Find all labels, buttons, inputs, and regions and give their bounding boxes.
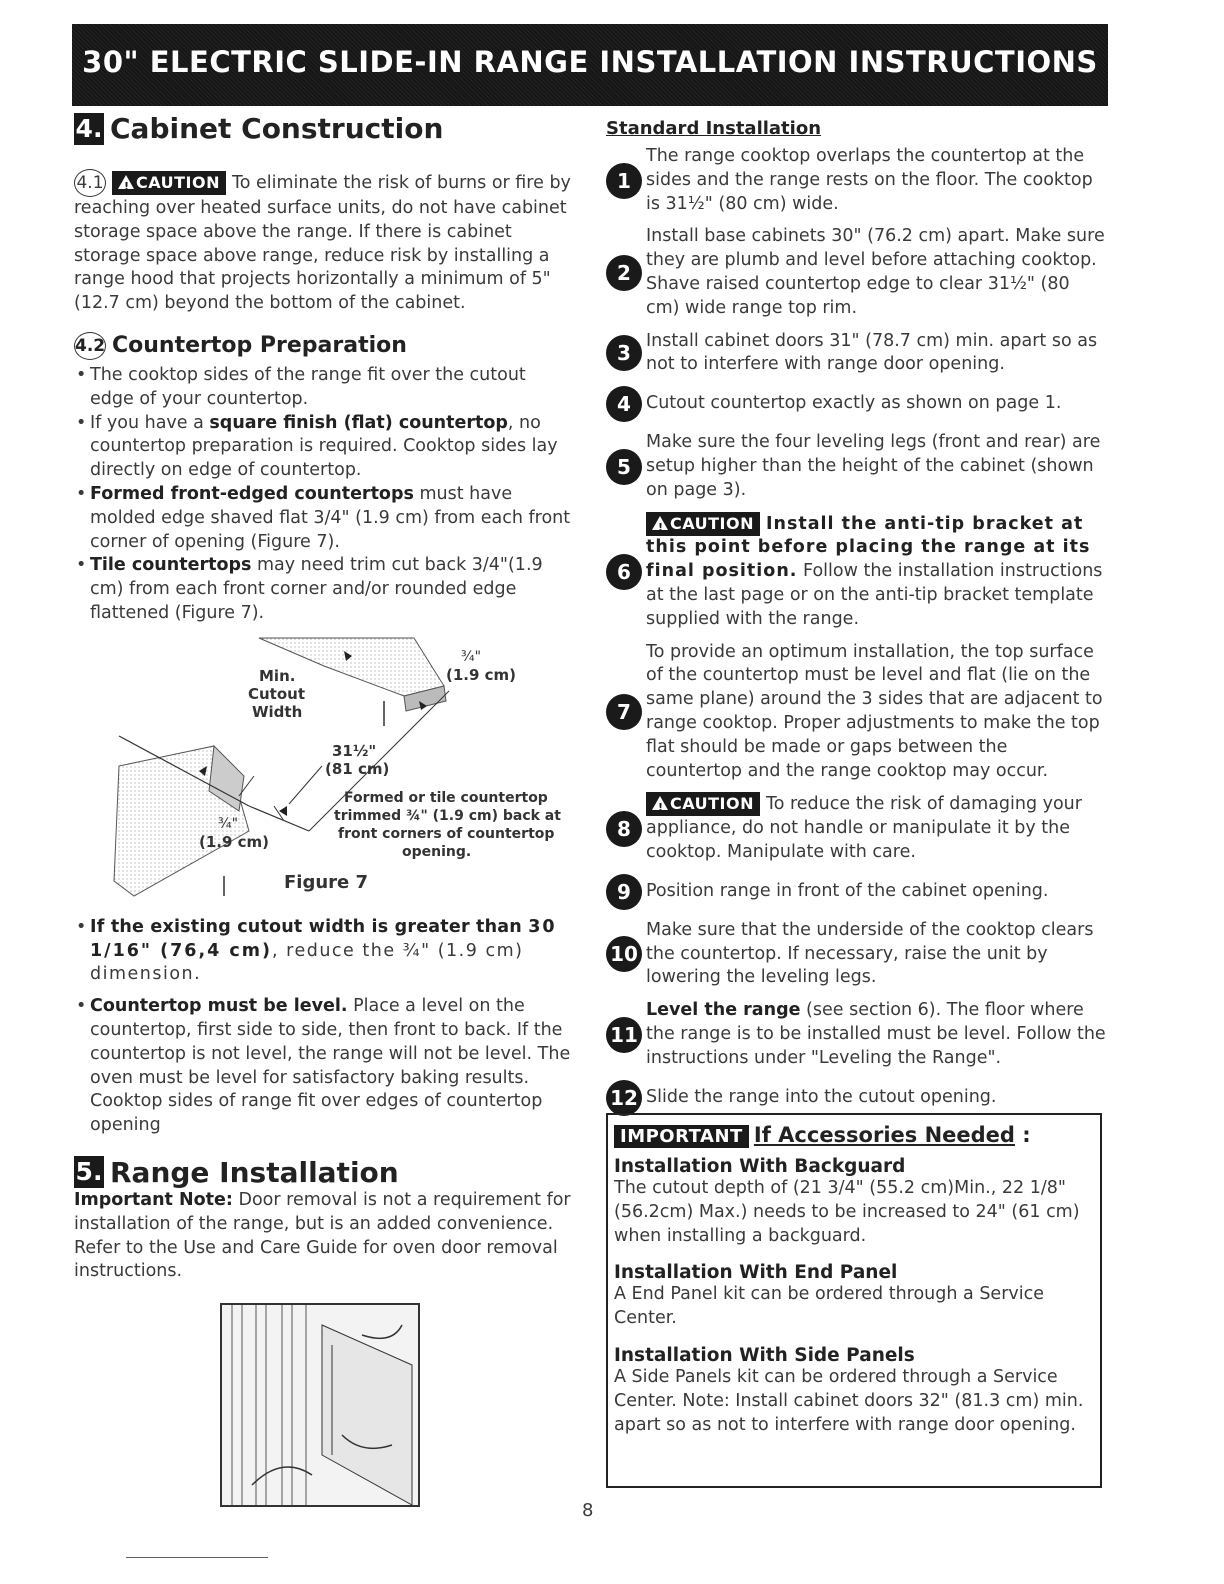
step-9: 9 Position range in front of the cabinet opening. (606, 874, 1108, 910)
backguard-heading: Installation With Backguard (614, 1156, 906, 1177)
warning-icon (118, 175, 134, 189)
figure-note-line-3: front corners of countertop (338, 825, 555, 842)
step-5: 5 Make sure the four leveling legs (front and rear) are setup higher than the height of the cabinet (shown on page 3). (606, 431, 1108, 502)
figure-note-line-4: opening. (402, 843, 472, 860)
caution-badge: ! CAUTION (112, 171, 226, 195)
step-number: 8 (606, 811, 642, 847)
figure-note-line-2: trimmed ¾" (1.9 cm) back at (334, 807, 561, 824)
footer-divider (126, 1557, 268, 1558)
accessories-title: If Accessories Needed (753, 1123, 1015, 1147)
page-number: 8 (582, 1500, 594, 1521)
end-panel-heading: Installation With End Panel (614, 1262, 898, 1284)
list-item: • Countertop must be level. Place a level on the countertop, first side to side, then front to back. If the countertop is not level, the range will not be level. The oven must be level for satisfactory baking results. Cooktop sides of range fit over edges of countertop opening (74, 995, 574, 1138)
label-cutout: Cutout (248, 684, 306, 703)
side-panels-heading: Installation With Side Panels (614, 1344, 915, 1366)
figure-7 (74, 626, 574, 908)
step-number: 11 (606, 1017, 642, 1053)
label-1-9cm-left: (1.9 cm) (199, 832, 270, 851)
oven-door-removal-illustration (220, 1303, 420, 1507)
label-three-quarter-top: ¾" (461, 648, 482, 665)
figure-caption: Figure 7 (284, 871, 369, 893)
step-number: 7 (606, 694, 642, 730)
step-number: 6 (606, 554, 642, 590)
page-header-banner: 30" ELECTRIC SLIDE-IN RANGE INSTALLATION INSTRUCTIONS (72, 24, 1108, 106)
important-badge: IMPORTANT (614, 1125, 749, 1148)
step-6: 6 !CAUTION Install the anti-tip bracket at this point before placing the range at its final position. Follow the installation instructions at the last page or on the anti-tip bracket template supplied with the range. (606, 512, 1108, 632)
figure-note-line-1: Formed or tile countertop (344, 789, 548, 806)
step-number: 5 (606, 449, 642, 485)
step-8: 8 !CAUTION To reduce the risk of damaging your appliance, do not handle or manipulate it by the cooktop. Manipulate with care. (606, 792, 1108, 864)
list-item: • Formed front-edged countertops must have molded edge shaved flat 3/4" (1.9 cm) from each front corner of opening (Figure 7). (74, 483, 574, 554)
section-5-note: Important Note: Door removal is not a requirement for installation of the range, but is an added convenience. Refer to the Use and Care Guide for oven door removal instructions. (74, 1189, 571, 1282)
section-5-number: 5. (75, 1157, 103, 1187)
section-4-1-paragraph: 4.1! CAUTION To eliminate the risk of burns or fire by reaching over heated surface units, do not have cabinet storage space above the range. If there is cabinet storage space above range, reduce risk by installing a range hood that projects horizontally a minimum of 5" (12.7 cm) beyond the bottom of the cabinet. (74, 169, 574, 316)
end-panel-text: A End Panel kit can be ordered through a Service Center. (614, 1284, 1044, 1329)
list-item: • The cooktop sides of the range fit over the cutout edge of your countertop. (74, 364, 574, 412)
backguard-text: The cutout depth of (21 3/4" (55.2 cm)Min., 22 1/8" (56.2cm) Max.) needs to be increased to 24" (61 cm) when installing a backguard. (614, 1178, 1080, 1246)
section-5-title: 5. Range Installation (75, 1155, 399, 1189)
section-4-number: 4. (75, 113, 103, 143)
step-10: 10 Make sure that the underside of the cooktop clears the countertop. If necessary, raise the unit by lowering the leveling legs. (606, 919, 1108, 990)
accessories-box (606, 1113, 1102, 1488)
oven-door-drawing (222, 1305, 418, 1505)
label-min: Min. (259, 666, 296, 685)
step-3: 3 Install cabinet doors 31" (78.7 cm) min. apart so as not to interfere with range door opening. (606, 330, 1108, 378)
countertop-prep-list (74, 364, 574, 626)
label-81cm: (81 cm) (325, 759, 390, 778)
section-4-2-title: 4.2 Countertop Preparation (75, 333, 407, 359)
right-column (606, 118, 1108, 1125)
step-number: 9 (606, 874, 642, 910)
left-column (74, 112, 574, 1284)
step-number: 3 (606, 335, 642, 371)
step-4: 4 Cutout countertop exactly as shown on page 1. (606, 386, 1108, 422)
label-width: Width (252, 702, 303, 721)
side-panels-text: A Side Panels kit can be ordered through a Service Center. Note: Install cabinet doors 32" (81.3 cm) min. apart so as not to interfere with range door opening. (614, 1366, 1084, 1435)
step-4-2-badge: 4.2 (74, 332, 106, 360)
label-31-5: 31½" (332, 741, 377, 760)
step-4-1-badge: 4.1 (74, 169, 106, 197)
label-1-9cm-top: (1.9 cm) (446, 665, 517, 684)
cutout-notes-list (74, 916, 574, 1138)
step-1: 1 The range cooktop overlaps the countertop at the sides and the range rests on the floor. The cooktop is 31½" (80 cm) wide. (606, 145, 1108, 216)
countertop-diagram (74, 626, 574, 908)
step-number: 10 (606, 936, 642, 972)
step-number: 4 (606, 386, 642, 422)
step-7: 7 To provide an optimum installation, the top surface of the countertop must be level and flat (lie on the same plane) around the 3 sides that are adjacent to range cooktop. Proper adjustments to make the top flat should be made or gaps between the countertop and the range cooktop may occur. (606, 641, 1108, 784)
step-12: 12 Slide the range into the cutout opening. (606, 1080, 1108, 1116)
label-three-quarter-left: ¾" (218, 815, 239, 832)
accessories-header: IMPORTANT If Accessories Needed : (614, 1123, 1094, 1148)
warning-icon (652, 796, 668, 810)
step-2: 2 Install base cabinets 30" (76.2 cm) apart. Make sure they are plumb and level before attaching cooktop. Shave raised countertop edge to clear 31½" (80 cm) wide range top rim. (606, 225, 1108, 320)
step-number: 1 (606, 163, 642, 199)
section-4-title: 4. Cabinet Construction (75, 112, 444, 145)
warning-icon (652, 516, 668, 530)
standard-installation-title: Standard Installation (606, 118, 822, 139)
list-item: • Tile countertops may need trim cut back 3/4"(1.9 cm) from each front corner and/or rounded edge flattened (Figure 7). (74, 554, 574, 625)
list-item: • If the existing cutout width is greater than 30 1/16" (76,4 cm), reduce the ¾" (1.9 cm) dimension. (74, 916, 574, 987)
caution-badge: !CAUTION (646, 792, 760, 816)
caution-badge: !CAUTION (646, 512, 760, 536)
list-item: • If you have a square finish (flat) countertop, no countertop preparation is required. Cooktop sides lay directly on edge of countertop. (74, 412, 574, 483)
step-11: 11 Level the range (see section 6). The floor where the range is to be installed must be level. Follow the instructions under "Leveling the Range". (606, 999, 1108, 1070)
step-number: 12 (606, 1080, 642, 1116)
step-number: 2 (606, 255, 642, 291)
